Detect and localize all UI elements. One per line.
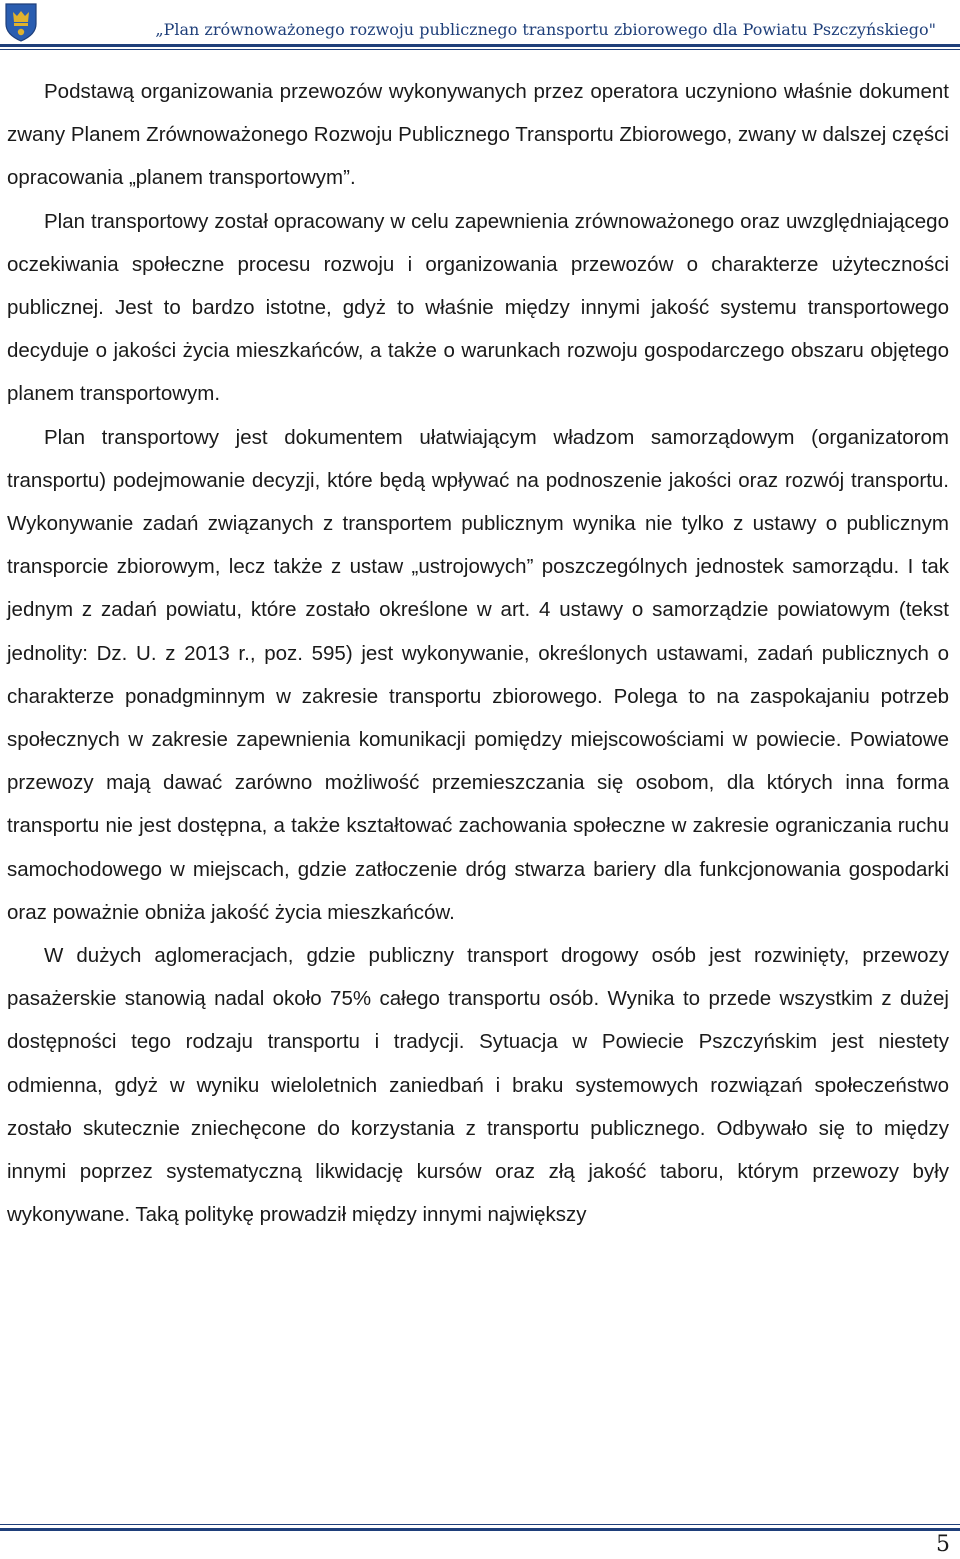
footer-rule-thin (0, 1524, 960, 1525)
page-number: 5 (936, 1532, 950, 1557)
paragraph: Plan transportowy jest dokumentem ułatwiającym władzom samorządowym (organizatorom transportu) podejmowanie decyzji, które będą wpływać na podnoszenie jakości oraz rozwój transportu. Wykonywanie zadań związanych z transportem publicznym wynika nie tylko z ustawy o publicznym transporcie zbiorowym, lecz także z ustaw „ustrojowych” poszczególnych jednostek samorządu. I tak jednym z zadań powiatu, które zostało określone w art. 4 ustawy o samorządzie powiatowym (tekst jednolity: Dz. U. z 2013 r., poz. 595) jest wykonywanie, określonych ustawami, zadań publicznych o charakterze ponadgminnym w zakresie transportu zbiorowego. Polega to na zaspokajaniu potrzeb społecznych w zakresie zapewnienia komunikacji pomiędzy miejscowościami w powiecie. Powiatowe przewozy mają dawać zarówno możliwość przemieszczania się osobom, dla których inna forma transportu nie jest dostępna, a także kształtować zachowania społeczne w zakresie ograniczania ruchu samochodowego w miejscach, gdzie zatłoczenie dróg stwarza bariery dla funkcjonowania gospodarki oraz poważnie obniża jakość życia mieszkańców. (7, 425, 949, 924)
header-rule-thin (0, 49, 960, 50)
paragraph: Podstawą organizowania przewozów wykonywanych przez operatora uczyniono właśnie dokument zwany Planem Zrównoważonego Rozwoju Publicznego Transportu Zbiorowego, zwany w dalszej części opracowania „planem transportowym”. (7, 80, 949, 190)
header-title: „Plan zrównoważonego rozwoju publicznego transportu zbiorowego dla Powiatu Pszczyńskiego" (155, 20, 936, 39)
page-header (0, 0, 960, 48)
coat-of-arms-icon (4, 2, 38, 42)
footer-rule (0, 1528, 960, 1531)
paragraph: W dużych aglomeracjach, gdzie publiczny transport drogowy osób jest rozwinięty, przewozy pasażerskie stanowią nadal około 75% całego transportu osób. Wynika to przede wszystkim z dużej dostępności tego rodzaju transportu i tradycji. Sytuacja w Powiecie Pszczyńskim jest niestety odmienna, gdyż w wyniku wieloletnich zaniedbań i braku systemowych rozwiązań społeczeństwo zostało skutecznie zniechęcone do korzystania z transportu publicznego. Odbywało się to między innymi poprzez systematyczną likwidację kursów oraz złą jakość taboru, którym przewozy były wykonywane. Taką politykę prowadził między innymi największy (7, 944, 949, 1227)
header-rule (0, 44, 960, 47)
paragraph: Plan transportowy został opracowany w celu zapewnienia zrównoważonego oraz uwzględniającego oczekiwania społeczne procesu rozwoju i organizowania przewozów o charakterze użyteczności publicznej. Jest to bardzo istotne, gdyż to właśnie między innymi jakość systemu transportowego decyduje o jakości życia mieszkańców, a także o warunkach rozwoju gospodarczego obszaru objętego planem transportowym. (7, 209, 949, 406)
document-body (7, 70, 949, 1236)
